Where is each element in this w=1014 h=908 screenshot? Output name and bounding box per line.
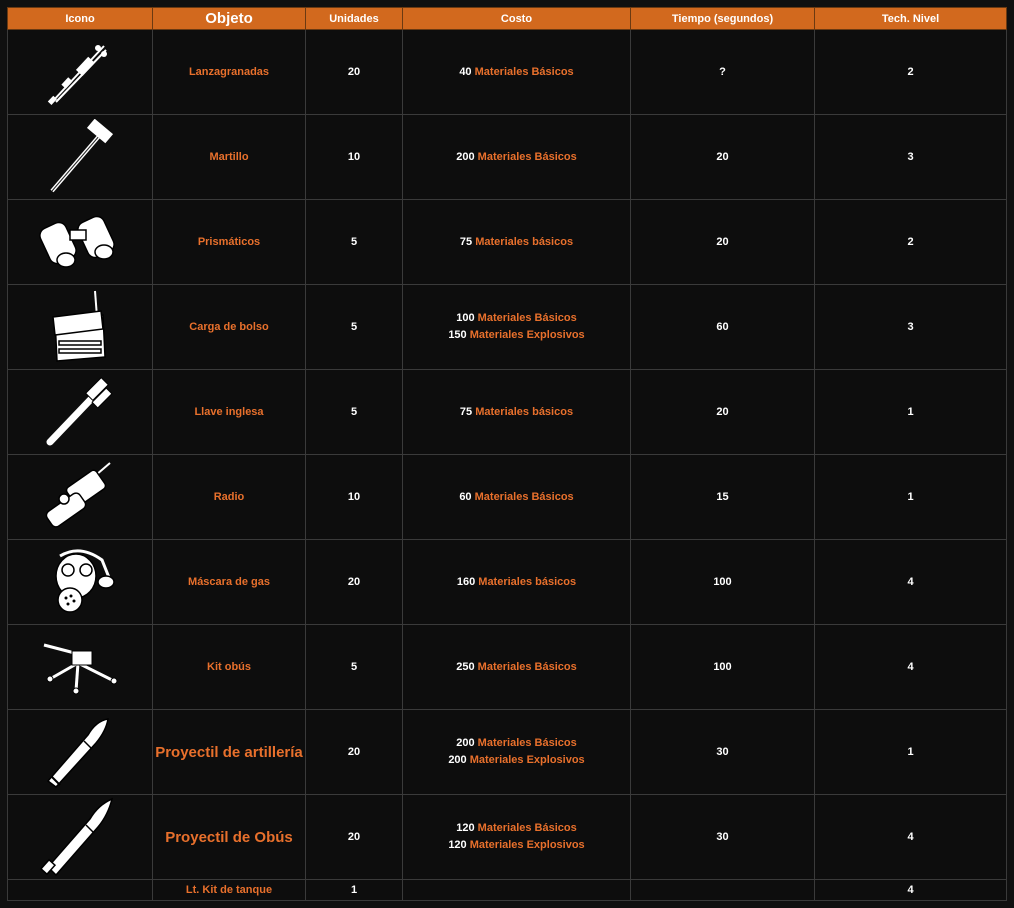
table-row bbox=[8, 795, 1007, 880]
header-cost: Costo bbox=[403, 8, 631, 30]
item-cost bbox=[403, 625, 631, 710]
cost-material: Materiales Básicos bbox=[474, 490, 574, 503]
item-name: Radio bbox=[153, 455, 306, 540]
item-tech: 1 bbox=[815, 455, 1007, 540]
grenade-launcher-icon bbox=[40, 36, 120, 108]
item-time: 20 bbox=[631, 370, 815, 455]
icon-cell bbox=[8, 30, 153, 115]
table-row bbox=[8, 880, 1007, 901]
item-units: 5 bbox=[306, 200, 403, 285]
icon-cell bbox=[8, 285, 153, 370]
binoculars-icon bbox=[38, 210, 122, 274]
item-tech: 4 bbox=[815, 795, 1007, 880]
cost-qty: 120 bbox=[448, 839, 467, 851]
table-row bbox=[8, 285, 1007, 370]
icon-cell bbox=[8, 455, 153, 540]
cost-line bbox=[403, 404, 630, 421]
radio-icon bbox=[40, 461, 120, 533]
item-tech: 1 bbox=[815, 370, 1007, 455]
header-row bbox=[8, 8, 1007, 30]
cost-qty: 250 bbox=[456, 660, 475, 673]
cost-qty: 60 bbox=[459, 490, 472, 503]
item-name: Kit obús bbox=[153, 625, 306, 710]
howitzer-shell-icon bbox=[38, 797, 122, 877]
item-time: 20 bbox=[631, 115, 815, 200]
item-tech: 3 bbox=[815, 285, 1007, 370]
cost-line bbox=[403, 327, 630, 344]
crafting-table bbox=[7, 7, 1007, 901]
cost-qty: 150 bbox=[448, 329, 467, 341]
item-name: Carga de bolso bbox=[153, 285, 306, 370]
icon-cell bbox=[8, 200, 153, 285]
cost-line bbox=[403, 837, 630, 854]
item-cost bbox=[403, 370, 631, 455]
item-cost bbox=[403, 795, 631, 880]
icon-cell bbox=[8, 880, 153, 901]
cost-line bbox=[403, 489, 630, 506]
table-row bbox=[8, 370, 1007, 455]
cost-qty: 200 bbox=[448, 754, 467, 766]
table-row bbox=[8, 625, 1007, 710]
item-units: 5 bbox=[306, 285, 403, 370]
cost-qty: 100 bbox=[456, 312, 475, 324]
item-cost bbox=[403, 200, 631, 285]
cost-material: Materiales básicos bbox=[478, 575, 577, 588]
item-cost bbox=[403, 710, 631, 795]
item-time bbox=[631, 880, 815, 901]
item-time: 60 bbox=[631, 285, 815, 370]
table-row bbox=[8, 455, 1007, 540]
header-units: Unidades bbox=[306, 8, 403, 30]
item-units: 20 bbox=[306, 540, 403, 625]
item-time: 30 bbox=[631, 795, 815, 880]
satchel-charge-icon bbox=[45, 289, 115, 365]
item-units: 5 bbox=[306, 625, 403, 710]
item-time: 20 bbox=[631, 200, 815, 285]
item-cost bbox=[403, 880, 631, 901]
item-name: Lt. Kit de tanque bbox=[153, 880, 306, 901]
cost-line bbox=[403, 64, 630, 81]
cost-line bbox=[403, 310, 630, 327]
cost-material: Materiales Explosivos bbox=[469, 329, 585, 341]
cost-material: Materiales Básicos bbox=[474, 65, 574, 78]
icon-cell bbox=[8, 795, 153, 880]
item-name: Proyectil de artillería bbox=[153, 710, 306, 795]
table-row bbox=[8, 710, 1007, 795]
table-row bbox=[8, 200, 1007, 285]
cost-material: Materiales Básicos bbox=[477, 150, 577, 163]
item-cost bbox=[403, 115, 631, 200]
item-units: 1 bbox=[306, 880, 403, 901]
cost-material: Materiales Explosivos bbox=[469, 754, 585, 766]
cost-material: Materiales Explosivos bbox=[469, 839, 585, 851]
item-time: 30 bbox=[631, 710, 815, 795]
cost-material: Materiales básicos bbox=[475, 405, 574, 418]
item-name: Llave inglesa bbox=[153, 370, 306, 455]
cost-qty: 75 bbox=[459, 405, 473, 418]
cost-material: Materiales Básicos bbox=[477, 822, 577, 834]
item-units: 20 bbox=[306, 710, 403, 795]
icon-cell bbox=[8, 370, 153, 455]
hammer-icon bbox=[40, 119, 120, 195]
table-row bbox=[8, 30, 1007, 115]
item-cost bbox=[403, 455, 631, 540]
cost-line bbox=[403, 820, 630, 837]
table-row bbox=[8, 115, 1007, 200]
icon-cell bbox=[8, 625, 153, 710]
icon-cell bbox=[8, 710, 153, 795]
cost-qty: 40 bbox=[459, 65, 472, 78]
cost-qty: 120 bbox=[456, 822, 475, 834]
item-units: 20 bbox=[306, 30, 403, 115]
cost-line bbox=[403, 234, 630, 251]
cost-qty: 200 bbox=[456, 150, 475, 163]
artillery-shell-icon bbox=[40, 715, 120, 789]
item-tech: 2 bbox=[815, 200, 1007, 285]
header-time: Tiempo (segundos) bbox=[631, 8, 815, 30]
icon-cell bbox=[8, 540, 153, 625]
cost-line bbox=[403, 659, 630, 676]
cost-material: Materiales Básicos bbox=[477, 312, 577, 324]
cost-material: Materiales básicos bbox=[475, 235, 574, 248]
item-tech: 4 bbox=[815, 540, 1007, 625]
header-icon: Icono bbox=[8, 8, 153, 30]
cost-material: Materiales Básicos bbox=[477, 660, 577, 673]
item-tech: 4 bbox=[815, 625, 1007, 710]
cost-line bbox=[403, 574, 630, 591]
gas-mask-icon bbox=[40, 546, 120, 618]
item-time: ? bbox=[631, 30, 815, 115]
item-cost bbox=[403, 285, 631, 370]
item-cost bbox=[403, 30, 631, 115]
item-name: Prismáticos bbox=[153, 200, 306, 285]
item-name: Proyectil de Obús bbox=[153, 795, 306, 880]
cost-line bbox=[403, 752, 630, 769]
table-row bbox=[8, 540, 1007, 625]
item-name: Martillo bbox=[153, 115, 306, 200]
wrench-icon bbox=[40, 376, 120, 448]
cost-line bbox=[403, 735, 630, 752]
header-tech: Tech. Nivel bbox=[815, 8, 1007, 30]
item-units: 5 bbox=[306, 370, 403, 455]
howitzer-kit-icon bbox=[38, 637, 122, 697]
item-time: 100 bbox=[631, 540, 815, 625]
item-cost bbox=[403, 540, 631, 625]
item-time: 15 bbox=[631, 455, 815, 540]
item-units: 10 bbox=[306, 455, 403, 540]
item-tech: 4 bbox=[815, 880, 1007, 901]
item-units: 20 bbox=[306, 795, 403, 880]
item-tech: 1 bbox=[815, 710, 1007, 795]
item-name: Lanzagranadas bbox=[153, 30, 306, 115]
icon-cell bbox=[8, 115, 153, 200]
cost-material: Materiales Básicos bbox=[477, 737, 577, 749]
header-object: Objeto bbox=[153, 8, 306, 30]
item-time: 100 bbox=[631, 625, 815, 710]
cost-qty: 75 bbox=[459, 235, 473, 248]
item-units: 10 bbox=[306, 115, 403, 200]
cost-qty: 200 bbox=[456, 737, 475, 749]
cost-qty: 160 bbox=[456, 575, 476, 588]
cost-line bbox=[403, 149, 630, 166]
item-tech: 2 bbox=[815, 30, 1007, 115]
item-tech: 3 bbox=[815, 115, 1007, 200]
item-name: Máscara de gas bbox=[153, 540, 306, 625]
